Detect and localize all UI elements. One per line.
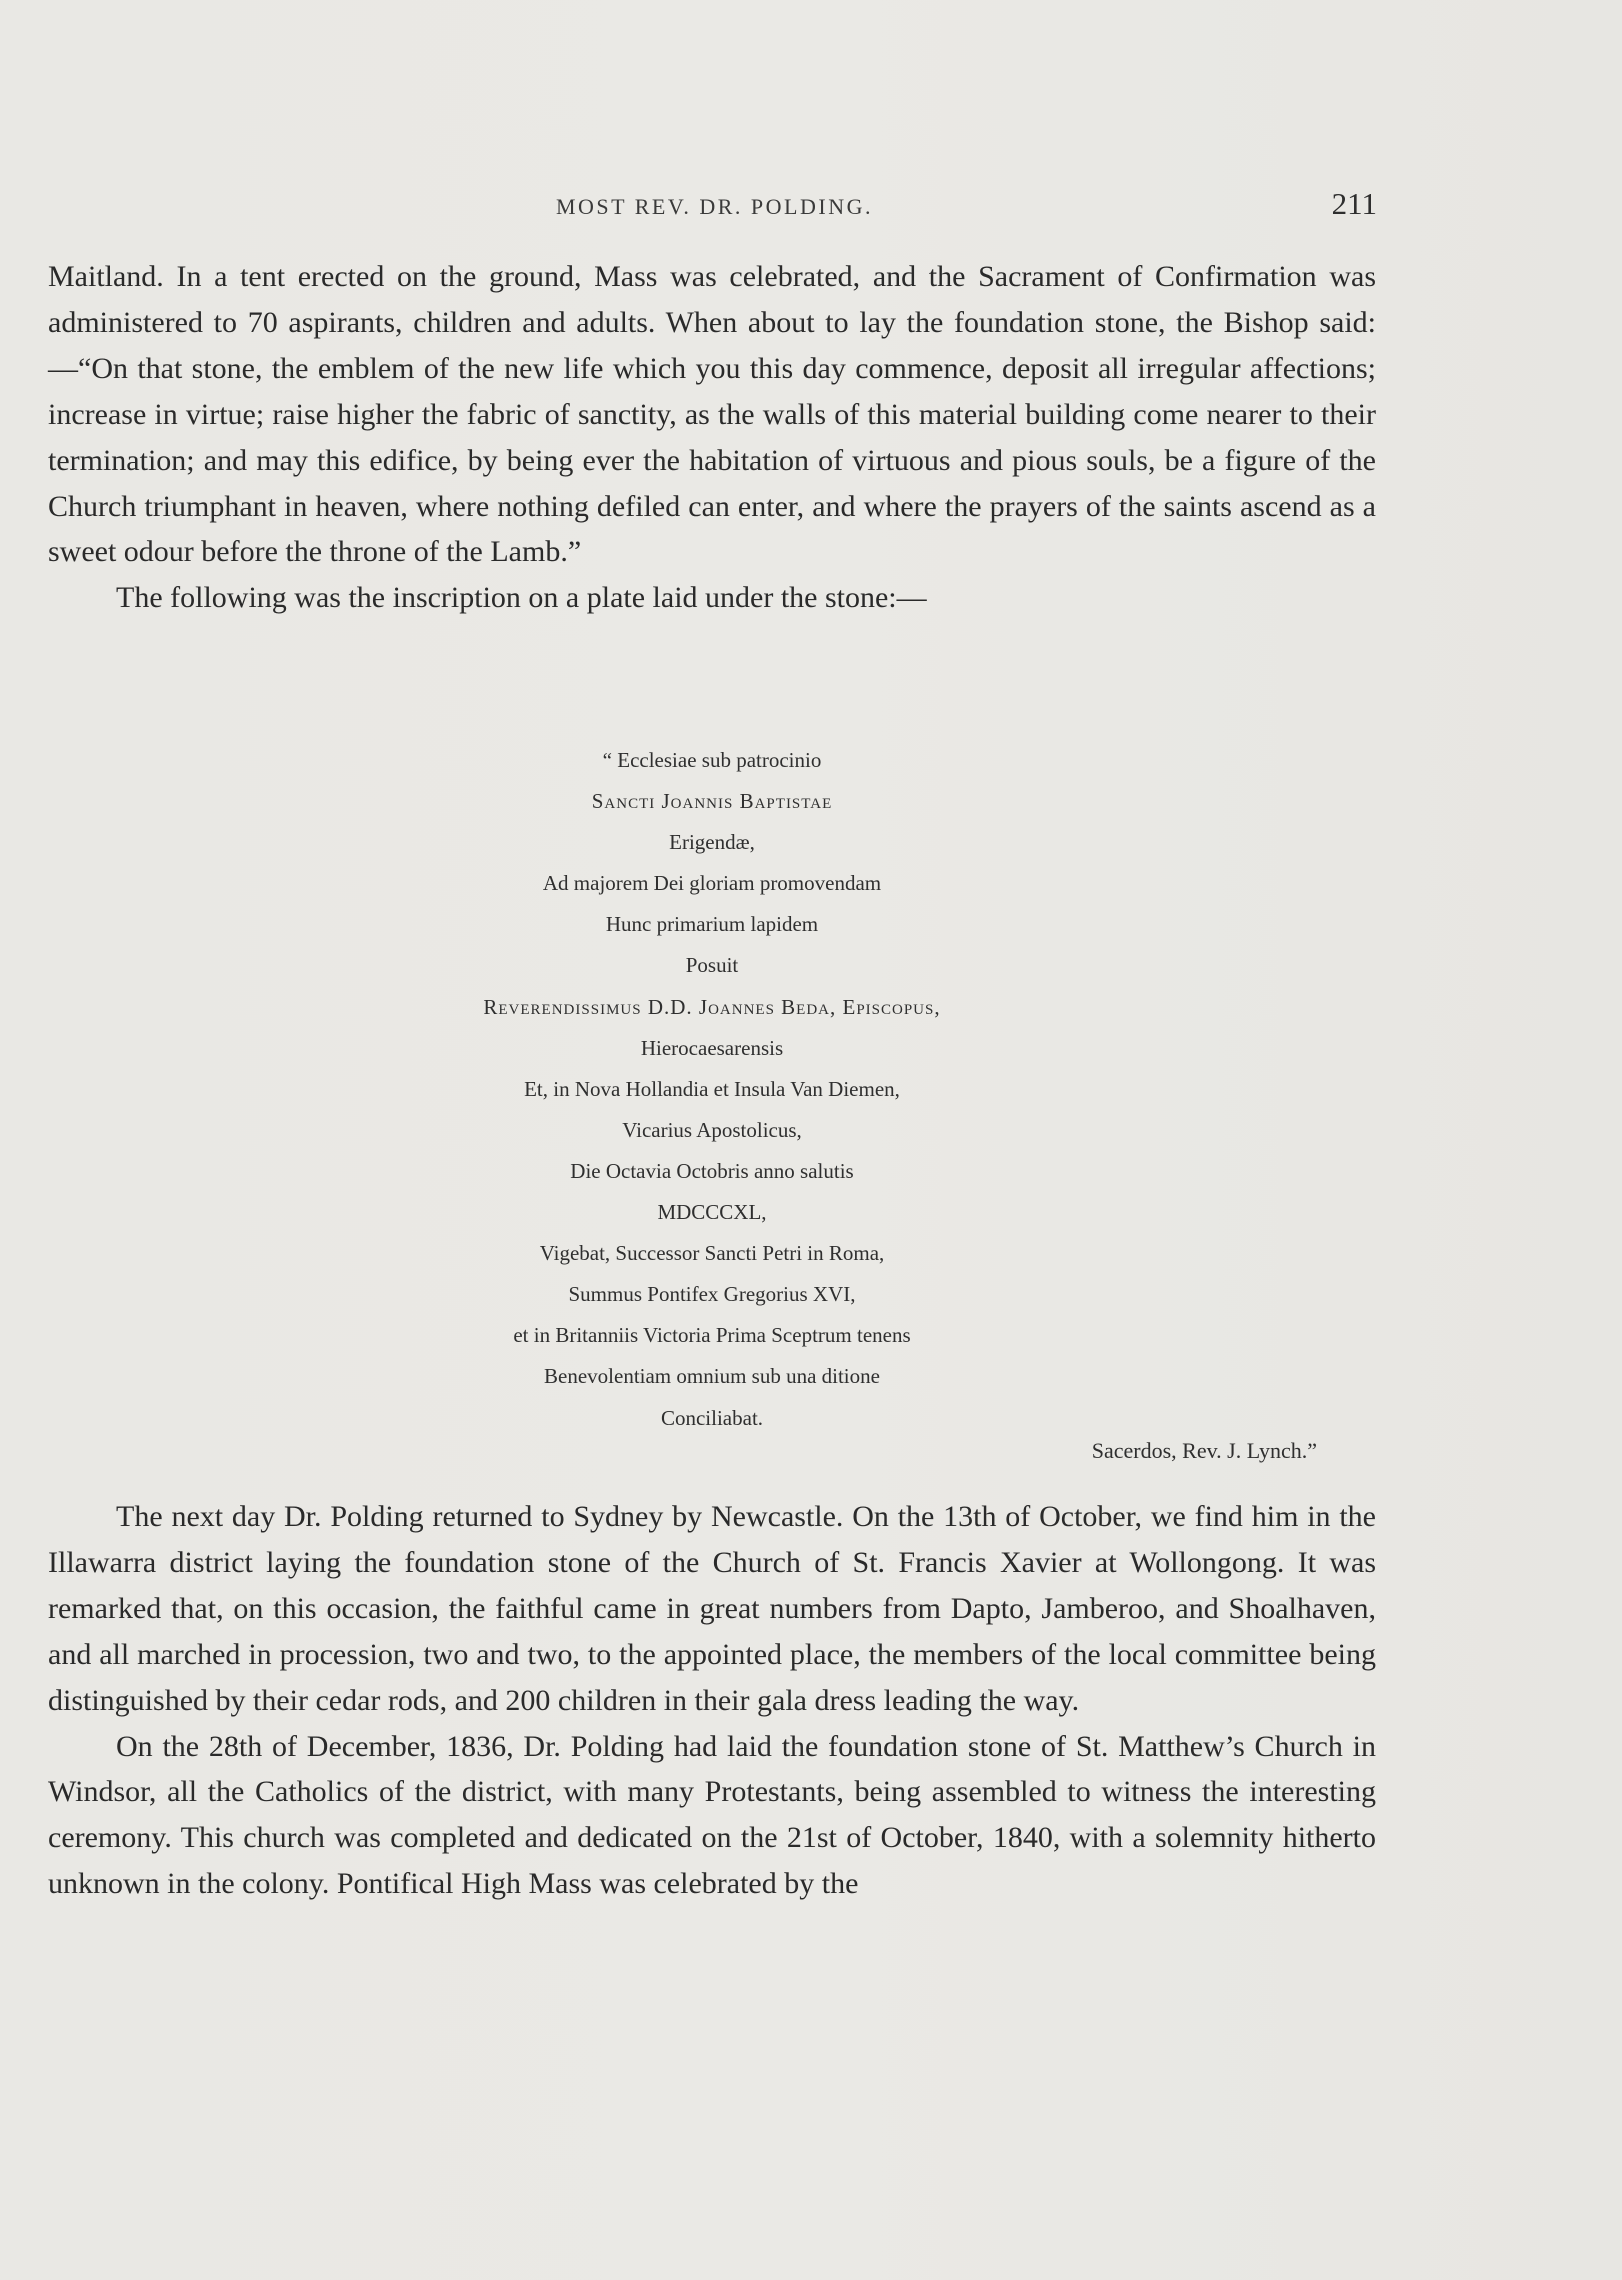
inscription-line: Hunc primarium lapidem (605, 912, 819, 937)
inscription (48, 740, 1376, 1439)
inscription-line: Hierocaesarensis (640, 1035, 784, 1060)
signature: Sacerdos, Rev. J. Lynch.” (1091, 1438, 1317, 1463)
inscription-line: Erigendæ, (669, 830, 755, 855)
inscription-name: Reverendissimus D.D. Joannes Beda, Episcopus, (483, 994, 941, 1019)
text-block-bottom (48, 1494, 1376, 1907)
inscription-line: Et, in Nova Hollandia et Insula Van Diemen, (524, 1076, 900, 1101)
paragraph-maitland: Maitland. In a tent erected on the ground, Mass was celebrated, and the Sacrament of Confirmation was administered to 70 aspirants, children and adults. When about to lay the foundation stone, the Bishop said:—“On that stone, the emblem of the new life which you this day commence, deposit all irregular affections; increase in virtue; raise higher the fabric of sanctity, as the walls of this material building come nearer to their termination; and may this edifice, by being ever the habitation of virtuous and pious souls, be a figure of the Church triumphant in heaven, where nothing defiled can enter, and where the prayers of the saints ascend as a sweet odour before the throne of the Lamb.” (48, 260, 1376, 569)
inscription-line: Conciliabat. (660, 1405, 764, 1430)
inscription-line: Posuit (685, 953, 739, 978)
running-head (52, 186, 1377, 226)
inscription-line: et in Britanniis Victoria Prima Sceptrum tenens (513, 1323, 911, 1348)
inscription-line: Ad majorem Dei gloriam promovendam (542, 871, 882, 896)
inscription-line (48, 987, 1376, 1028)
inscription-line: Benevolentiam omnium sub una ditione (544, 1364, 880, 1389)
inscription-line: “ Ecclesiae sub patrocinio (602, 748, 822, 772)
inscription-line: Vigebat, Successor Sancti Petri in Roma, (539, 1241, 885, 1266)
page-number: 211 (1331, 186, 1377, 221)
running-title: MOST REV. DR. POLDING. (555, 194, 873, 219)
inscription-line: Die Octavia Octobris anno salutis (570, 1158, 854, 1183)
inscription-line: Vicarius Apostolicus, (622, 1117, 802, 1142)
text-block-top (48, 254, 1376, 621)
paragraph-inscription-intro: The following was the inscription on a plate laid under the stone:— (116, 581, 927, 615)
inscription-line: Sancti Joannis Baptistae (591, 789, 833, 814)
paragraph-windsor: On the 28th of December, 1836, Dr. Polding had laid the foundation stone of St. Matthew’s Church in Windsor, all the Catholics of the district, with many Protestants, being assembled to witness the interesting ceremony. This church was completed and dedicated on the 21st of October, 1840, with a solemnity hitherto unknown in the colony. Pontifical High Mass was celebrated by the (48, 1729, 1376, 1901)
paragraph-wollongong: The next day Dr. Polding returned to Sydney by Newcastle. On the 13th of October, we find him in the Illawarra district laying the foundation stone of the Church of St. Francis Xavier at Wollongong. It was remarked that, on this occasion, the faithful came in great numbers from Dapto, Jamberoo, and Shoalhaven, and all marched in procession, two and two, to the appointed place, the members of the local committee being distinguished by their cedar rods, and 200 children in their gala dress leading the way. (48, 1500, 1376, 1717)
inscription-line: Summus Pontifex Gregorius XVI, (568, 1282, 856, 1307)
inscription-line: MDCCCXL, (657, 1200, 767, 1225)
